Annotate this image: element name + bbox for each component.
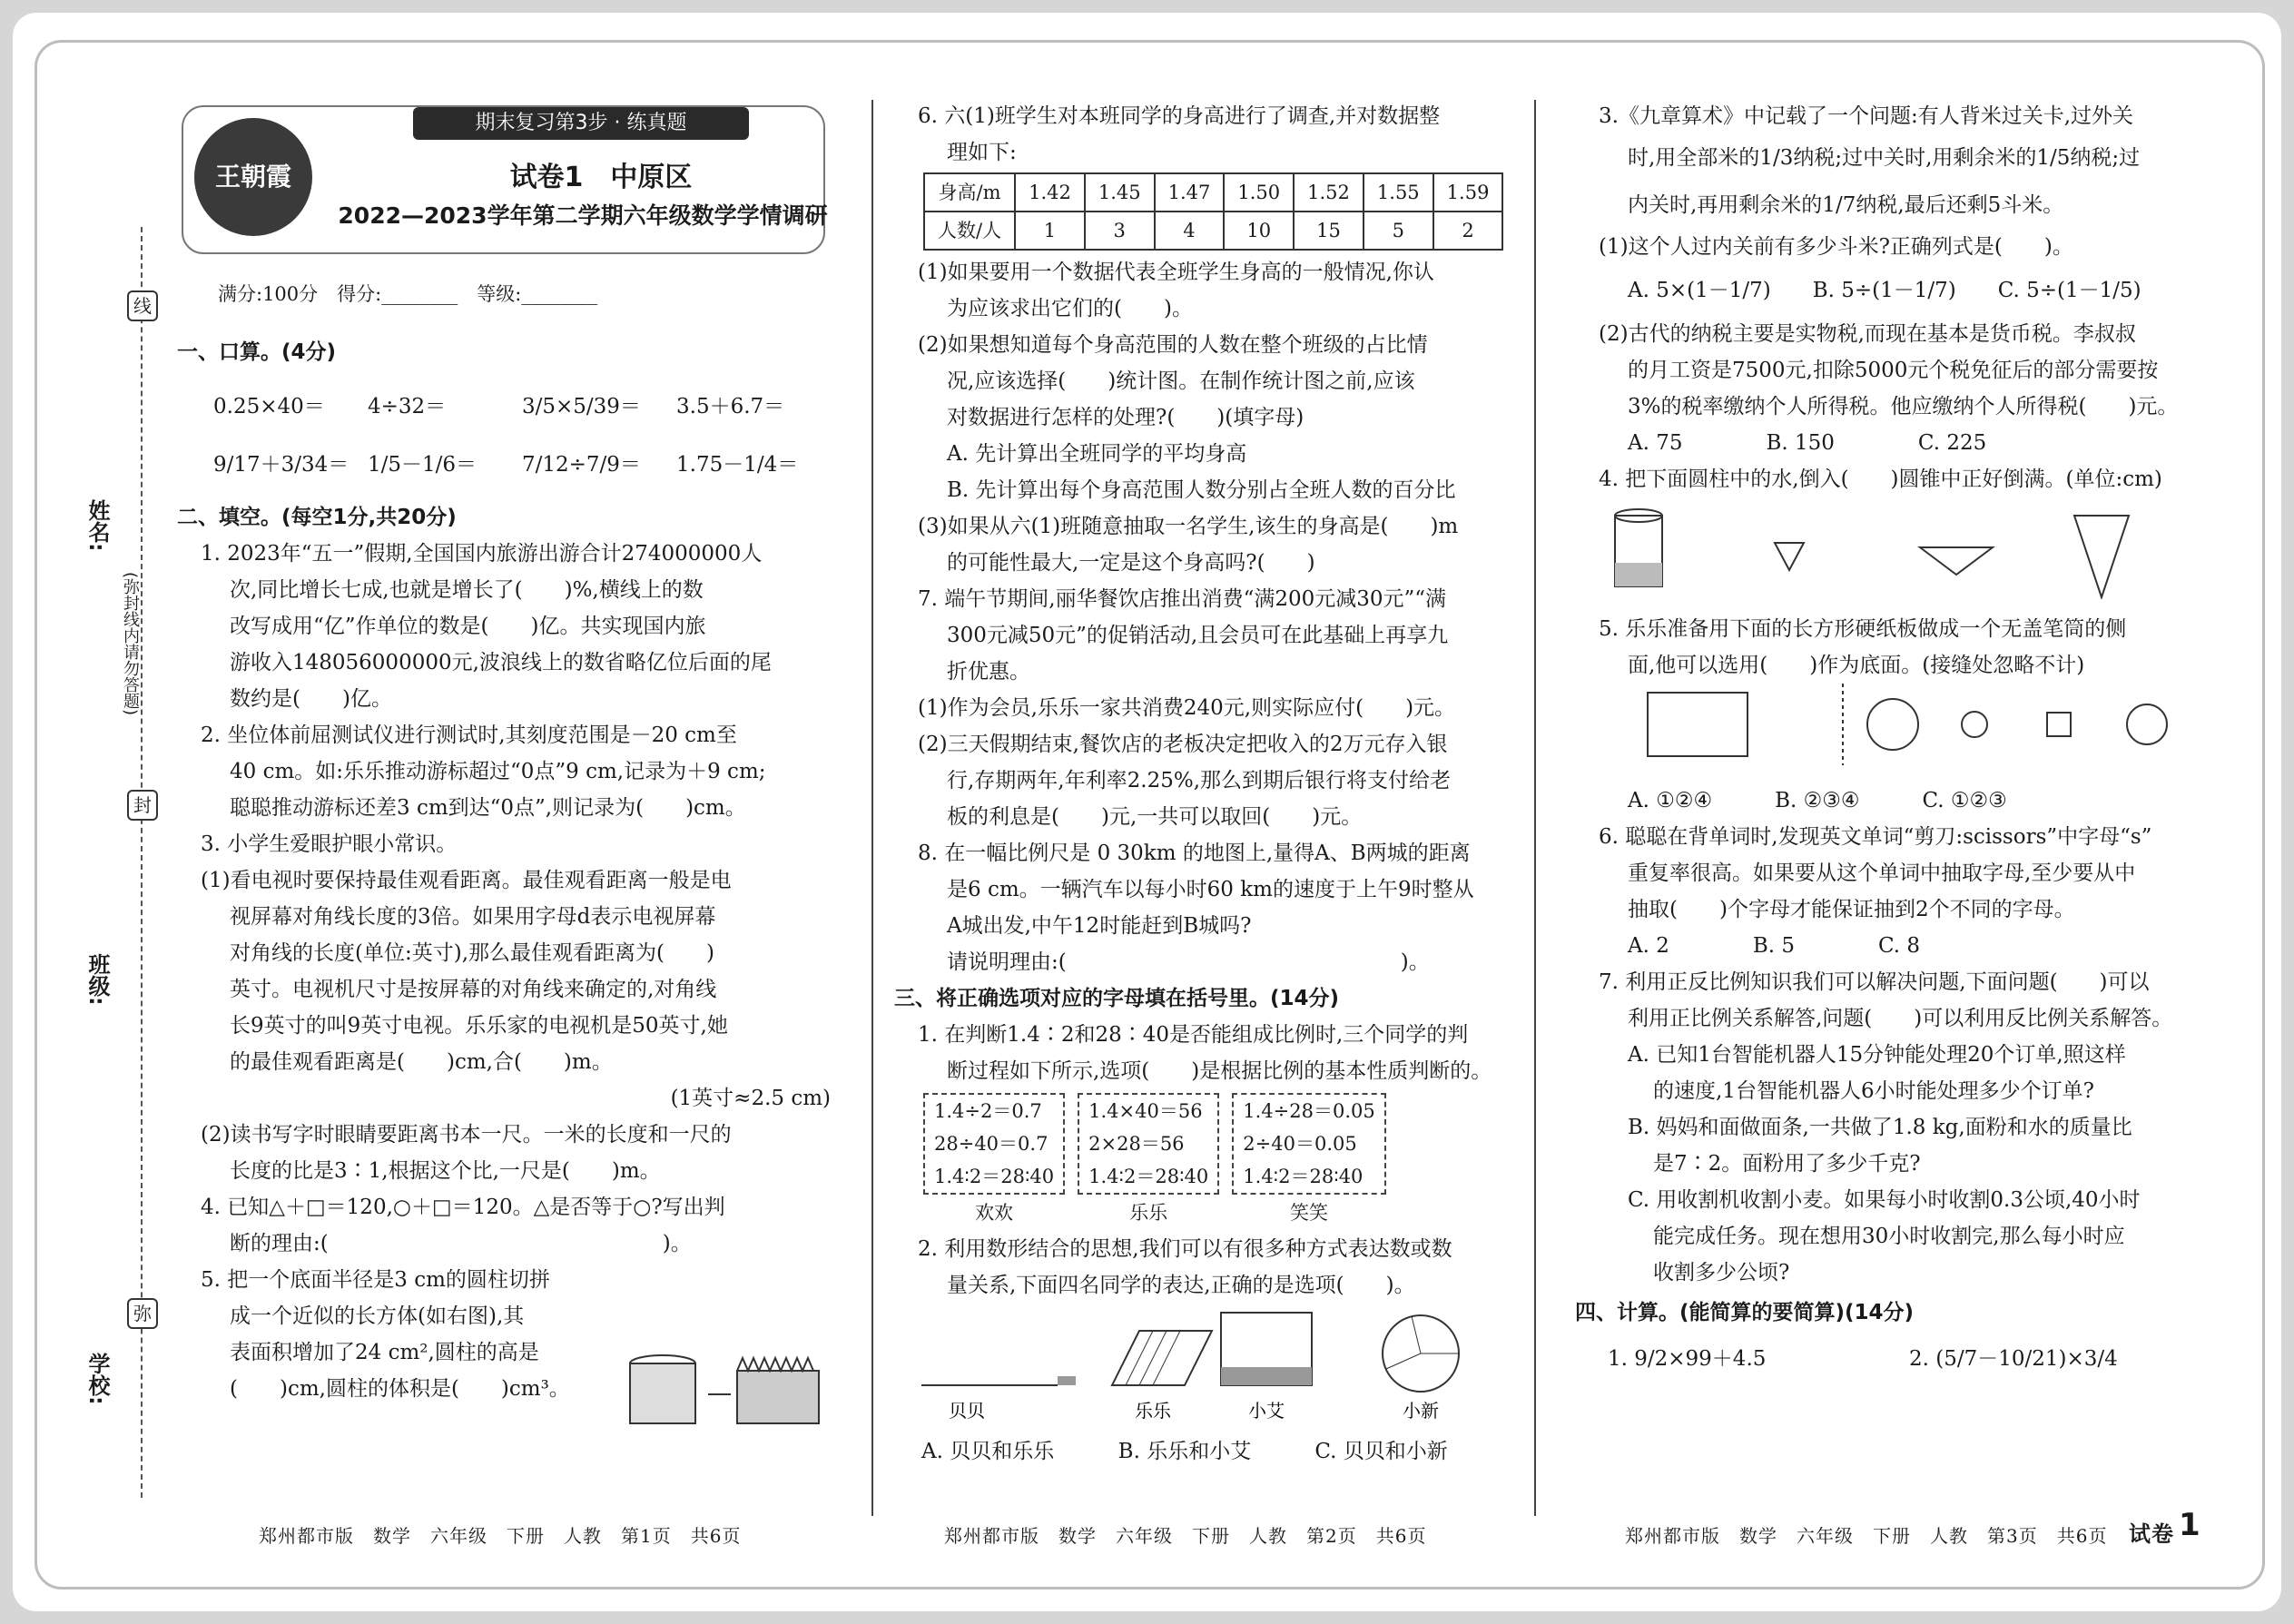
fill-line: (1)看电视时要保持最佳观看距离。最佳观看距离一般是电 [201, 869, 732, 892]
page-footer-3: 郑州都市版 数学 六年级 下册 人教 第3页 共6页 [1625, 1525, 2108, 1547]
option-text: B. 乐乐和小艾 [1117, 1440, 1252, 1463]
fill-line: 长9英寸的叫9英寸电视。乐乐家的电视机是50英寸,她 [230, 1014, 728, 1038]
calc-line: 2×28＝56 [1088, 1133, 1185, 1155]
oral-item: 3.5＋6.7＝ [676, 395, 785, 418]
q-line: 板的利息是( )元,一共可以取回( )元。 [947, 805, 1363, 829]
fill-line: 2. 坐位体前屈测试仪进行测试时,其刻度范围是－20 cm至 [201, 723, 737, 747]
student-name: 乐乐 [1129, 1202, 1168, 1224]
option-text: A. 贝贝和乐乐 [921, 1440, 1055, 1463]
q-line: A. 5×(1－1/7) B. 5÷(1－1/7) C. 5÷(1－1/5) [1628, 279, 2141, 302]
oral-item: 3/5×5/39＝ [522, 395, 641, 418]
fill-line: 的最佳观看距离是( )cm,合( )m。 [230, 1050, 613, 1074]
name-label: 姓名: [84, 499, 110, 552]
calc-line: 2÷40＝0.05 [1243, 1133, 1357, 1155]
q6-stem: 理如下: [947, 141, 1017, 164]
brand-logo: 王朝霞 [194, 118, 312, 236]
q-line: (2)古代的纳税主要是实物税,而现在基本是货币税。李叔叔 [1599, 322, 2136, 346]
q-line: 是7∶2。面粉用了多少千克? [1653, 1152, 1921, 1176]
column-3 [1575, 98, 2210, 1548]
fill-line: ( )cm,圆柱的体积是( )cm³。 [230, 1377, 570, 1401]
judgement-options [923, 1093, 1511, 1231]
calc-line: 1.4∶2＝28∶40 [934, 1166, 1055, 1187]
table-cell: 3 [1085, 212, 1155, 250]
q-line: 的月工资是7500元,扣除5000元个税免征后的部分需要按 [1628, 359, 2159, 382]
q-line: (2)三天假期结束,餐饮店的老板决定把收入的2万元存入银 [918, 733, 1448, 756]
figure-label: 小新 [1403, 1400, 1439, 1422]
fill-line: 5. 把一个底面半径是3 cm的圆柱切拼 [201, 1268, 550, 1292]
table-cell: 1.55 [1364, 173, 1433, 212]
column-2 [894, 98, 1511, 1548]
q-line: (1)作为会员,乐乐一家共消费240元,则实际应付( )元。 [918, 696, 1456, 720]
paper-subtitle: 2022—2023学年第二学期六年级数学学情调研 [338, 202, 828, 229]
seal-feng-mark: 封 [127, 790, 158, 821]
calc-line: 1.4∶2＝28∶40 [1088, 1166, 1209, 1187]
table-cell: 1.59 [1433, 173, 1503, 212]
calc-line: 28÷40＝0.7 [934, 1133, 1049, 1155]
table-cell: 4 [1155, 212, 1225, 250]
table-cell: 1.50 [1224, 173, 1294, 212]
fill-line: 断的理由:( )。 [230, 1232, 692, 1255]
oral-item: 1.75－1/4＝ [676, 453, 799, 477]
oral-item: 7/12÷7/9＝ [522, 453, 641, 477]
q-line: 折优惠。 [947, 660, 1030, 684]
score-line: 满分:100分 得分:________ 等级:________ [218, 283, 598, 305]
cylinder-to-cuboid-figure [626, 1353, 826, 1434]
q-line: 抽取( )个字母才能保证抽到2个不同的字母。 [1628, 898, 2075, 921]
q-line: A. 先计算出全班同学的平均身高 [947, 442, 1247, 466]
option-b [1078, 1093, 1219, 1231]
q-line: 请说明理由:( )。 [947, 950, 1430, 974]
q-line: 重复率很高。如果要从这个单词中抽取字母,至少要从中 [1628, 861, 2136, 885]
fill-line: 英寸。电视机尺寸是按屏幕的对角线来确定的,对角线 [230, 978, 717, 1001]
q-line: 利用正比例关系解答,问题( )可以利用反比例关系解答。 [1628, 1007, 2173, 1030]
option-box [1232, 1093, 1385, 1195]
option-box [923, 1093, 1065, 1195]
q-line: 内关时,再用剩余米的1/7纳税,最后还剩5斗米。 [1628, 193, 2064, 217]
table-cell: 1.45 [1085, 173, 1155, 212]
q-line: 量关系,下面四名同学的表达,正确的是选项( )。 [947, 1274, 1415, 1297]
q-line: 300元减50元”的促销活动,且会员可在此基础上再享九 [947, 624, 1449, 647]
fill-line: 4. 已知△＋□＝120,○＋□＝120。△是否等于○?写出判 [201, 1196, 725, 1219]
base-options-figure [1602, 684, 2220, 771]
oral-item: 9/17＋3/34＝ [213, 453, 350, 477]
option-text: C. 贝贝和小新 [1314, 1440, 1448, 1463]
table-header: 人数/人 [924, 212, 1015, 250]
q-line: B. 先计算出每个身高范围人数分别占全班人数的百分比 [947, 478, 1456, 502]
seal-note: (弥封线内请勿答题) [121, 572, 140, 716]
table-cell: 5 [1364, 212, 1433, 250]
column-divider [1534, 100, 1536, 1516]
oral-row-1 [213, 378, 831, 436]
option-box [1078, 1093, 1219, 1195]
q-line: 面,他可以选用( )作为底面。(接缝处忽略不计) [1628, 654, 2085, 677]
seal-mi-mark: 弥 [127, 1298, 158, 1329]
q-line: 7. 端午节期间,丽华餐饮店推出消费“满200元减30元”“满 [918, 587, 1447, 611]
table-header: 身高/m [924, 173, 1015, 212]
page-footer-1: 郑州都市版 数学 六年级 下册 人教 第1页 共6页 [259, 1525, 742, 1547]
q-line: (1)如果要用一个数据代表全班学生身高的一般情况,你认 [918, 261, 1434, 284]
figure-label: 小艾 [1248, 1400, 1285, 1422]
fill-line: 1. 2023年“五一”假期,全国国内旅游出游合计274000000人 [201, 542, 763, 566]
section-1-title: 一、口算。(4分) [177, 340, 337, 364]
table-cell: 1 [1015, 212, 1085, 250]
paper-number: 1 [2179, 1507, 2201, 1543]
section-2-title: 二、填空。(每空1分,共20分) [177, 506, 457, 529]
calc-line: 1.4÷2＝0.7 [934, 1100, 1042, 1122]
q-line: 对数据进行怎样的处理?( )(填字母) [947, 406, 1305, 429]
fill-line: 长度的比是3∶1,根据这个比,一尺是( )m。 [230, 1159, 661, 1183]
q-line: 是6 cm。一辆汽车以每小时60 km的速度于上午9时整从 [947, 878, 1474, 901]
paper-title: 试卷1 中原区 [509, 162, 693, 193]
figure-label: 乐乐 [1135, 1400, 1171, 1422]
q6-stem: 6. 六(1)班学生对本班同学的身高进行了调查,并对数据整 [918, 104, 1441, 128]
seal-line-mark: 线 [127, 290, 158, 321]
q-line: A. 75 B. 150 C. 225 [1628, 431, 1987, 455]
table-cell: 1.52 [1294, 173, 1364, 212]
q-line: A城出发,中午12时能赶到B城吗? [947, 914, 1252, 938]
q-line: 收割多少公顷? [1653, 1261, 1790, 1284]
binding-sidebar [64, 136, 163, 1498]
table-cell: 10 [1224, 212, 1294, 250]
q-line: A. 已知1台智能机器人15分钟能处理20个订单,照这样 [1628, 1043, 2126, 1067]
fill-line: 次,同比增长七成,也就是增长了( )%,横线上的数 [230, 578, 704, 602]
section-4-title: 四、计算。(能简算的要简算)(14分) [1575, 1301, 1915, 1324]
paper-tag: 试卷 [2129, 1521, 2174, 1547]
q-line: 的可能性最大,一定是这个身高吗?( ) [947, 551, 1315, 575]
exam-header [182, 105, 828, 254]
q2-options [921, 1433, 1511, 1470]
calc-item: 2. (5/7－10/21)×3/4 [1909, 1347, 2118, 1371]
fill-line: 对角线的长度(单位:英寸),那么最佳观看距离为( ) [230, 941, 714, 965]
q-line: 7. 利用正反比例知识我们可以解决问题,下面问题( )可以 [1599, 970, 2150, 994]
fill-line: 表面积增加了24 cm²,圆柱的高是 [230, 1341, 539, 1364]
q-line: (1)这个人过内关前有多少斗米?正确列式是( )。 [1599, 235, 2073, 259]
height-table [923, 172, 1503, 251]
q-line: A. 2 B. 5 C. 8 [1628, 934, 1921, 958]
q-line: 5. 乐乐准备用下面的长方形硬纸板做成一个无盖笔筒的侧 [1599, 617, 2127, 641]
q-line: B. 妈妈和面做面条,一共做了1.8 kg,面粉和水的质量比 [1628, 1116, 2132, 1139]
student-name: 笑笑 [1290, 1202, 1329, 1224]
fill-line: 数约是( )亿。 [230, 687, 392, 711]
option-c [1232, 1093, 1385, 1231]
fill-line: 聪聪推动游标还差3 cm到达“0点”,则记录为( )cm。 [230, 796, 746, 820]
table-cell: 15 [1294, 212, 1364, 250]
q-line: 3%的税率缴纳个人所得税。他应缴纳个人所得税( )元。 [1628, 395, 2179, 418]
q-line: 时,用全部米的1/3纳税;过中关时,用剩余米的1/5纳税;过 [1628, 146, 2141, 170]
student-name: 欢欢 [975, 1202, 1014, 1224]
cylinder-cone-figure [1602, 497, 2220, 599]
q-line: 行,存期两年,年利率2.25%,那么到期后银行将支付给老 [947, 769, 1451, 792]
fill-line: (2)读书写字时眼睛要距离书本一尺。一米的长度和一尺的 [201, 1123, 732, 1147]
calc-line: 1.4÷28＝0.05 [1243, 1100, 1375, 1122]
fill-line: 成一个近似的长方体(如右图),其 [230, 1304, 525, 1328]
oral-item: 4÷32＝ [368, 395, 447, 418]
q-line: 2. 利用数形结合的思想,我们可以有很多种方式表达数或数 [918, 1237, 1452, 1261]
q-line: 6. 聪聪在背单词时,发现英文单词“剪刀:scissors”中字母“s” [1599, 825, 2152, 849]
q-line: 能完成任务。现在想用30小时收割完,那么每小时应 [1653, 1225, 2125, 1248]
inch-note: (1英寸≈2.5 cm) [670, 1087, 831, 1110]
table-cell: 1.42 [1015, 173, 1085, 212]
fill-line: 视屏幕对角线长度的3倍。如果用字母d表示电视屏幕 [230, 905, 716, 929]
calc-item: 1. 9/2×99＋4.5 [1608, 1347, 1767, 1371]
calc-line: 1.4×40＝56 [1088, 1100, 1203, 1122]
review-step-band: 期末复习第3步 · 练真题 [413, 107, 749, 140]
q-line: 况,应该选择( )统计图。在制作统计图之前,应该 [947, 369, 1415, 393]
q-line: 8. 在一幅比例尺是 0 30km 的地图上,量得A、B两城的距离 [918, 842, 1471, 865]
calc-line: 1.4∶2＝28∶40 [1243, 1166, 1364, 1187]
section-3-title: 三、将正确选项对应的字母填在括号里。(14分) [894, 987, 1340, 1010]
q-line: 断过程如下所示,选项( )是根据比例的基本性质判断的。 [947, 1059, 1492, 1083]
page-footer-2: 郑州都市版 数学 六年级 下册 人教 第2页 共6页 [944, 1525, 1427, 1547]
q-line: 1. 在判断1.4∶2和28∶40是否能组成比例时,三个同学的判 [918, 1023, 1469, 1047]
q-line: C. 用收割机收割小麦。如果每小时收割0.3公顷,40小时 [1628, 1188, 2141, 1212]
table-cell: 1.47 [1155, 173, 1225, 212]
fill-line: 40 cm。如:乐乐推动游标超过“0点”9 cm,记录为＋9 cm; [230, 760, 766, 783]
q-line: (3)如果从六(1)班随意抽取一名学生,该生的身高是( )m [918, 515, 1459, 538]
table-row [924, 212, 1502, 250]
q-line: (2)如果想知道每个身高范围的人数在整个班级的占比情 [918, 333, 1428, 357]
number-shape-figures [921, 1304, 1521, 1422]
table-row [924, 173, 1502, 212]
school-label: 学校: [84, 1353, 110, 1405]
oral-row-2 [213, 436, 831, 494]
fill-line: 改写成用“亿”作单位的数是( )亿。共实现国内旅 [230, 615, 706, 638]
table-cell: 2 [1433, 212, 1503, 250]
q-line: 4. 把下面圆柱中的水,倒入( )圆锥中正好倒满。(单位:cm) [1599, 468, 2162, 491]
q5-options: A. ①②④ B. ②③④ C. ①②③ [1628, 789, 2007, 812]
q-line: 3.《九章算术》中记载了一个问题:有人背米过关卡,过外关 [1599, 104, 2134, 128]
fill-line: 游收入148056000000元,波浪线上的数省略亿位后面的尾 [230, 651, 772, 674]
calc-row [1608, 1336, 2210, 1382]
oral-item: 1/5－1/6＝ [368, 453, 478, 477]
class-label: 班级: [84, 953, 110, 1006]
q-line: 的速度,1台智能机器人6小时能处理多少个订单? [1653, 1079, 2094, 1103]
q-line: 为应该求出它们的( )。 [947, 297, 1193, 320]
column-divider [871, 100, 873, 1516]
option-a [923, 1093, 1065, 1231]
figure-label: 贝贝 [949, 1400, 985, 1422]
oral-item: 0.25×40＝ [213, 395, 325, 418]
fill-line: 3. 小学生爱眼护眼小常识。 [201, 832, 458, 856]
